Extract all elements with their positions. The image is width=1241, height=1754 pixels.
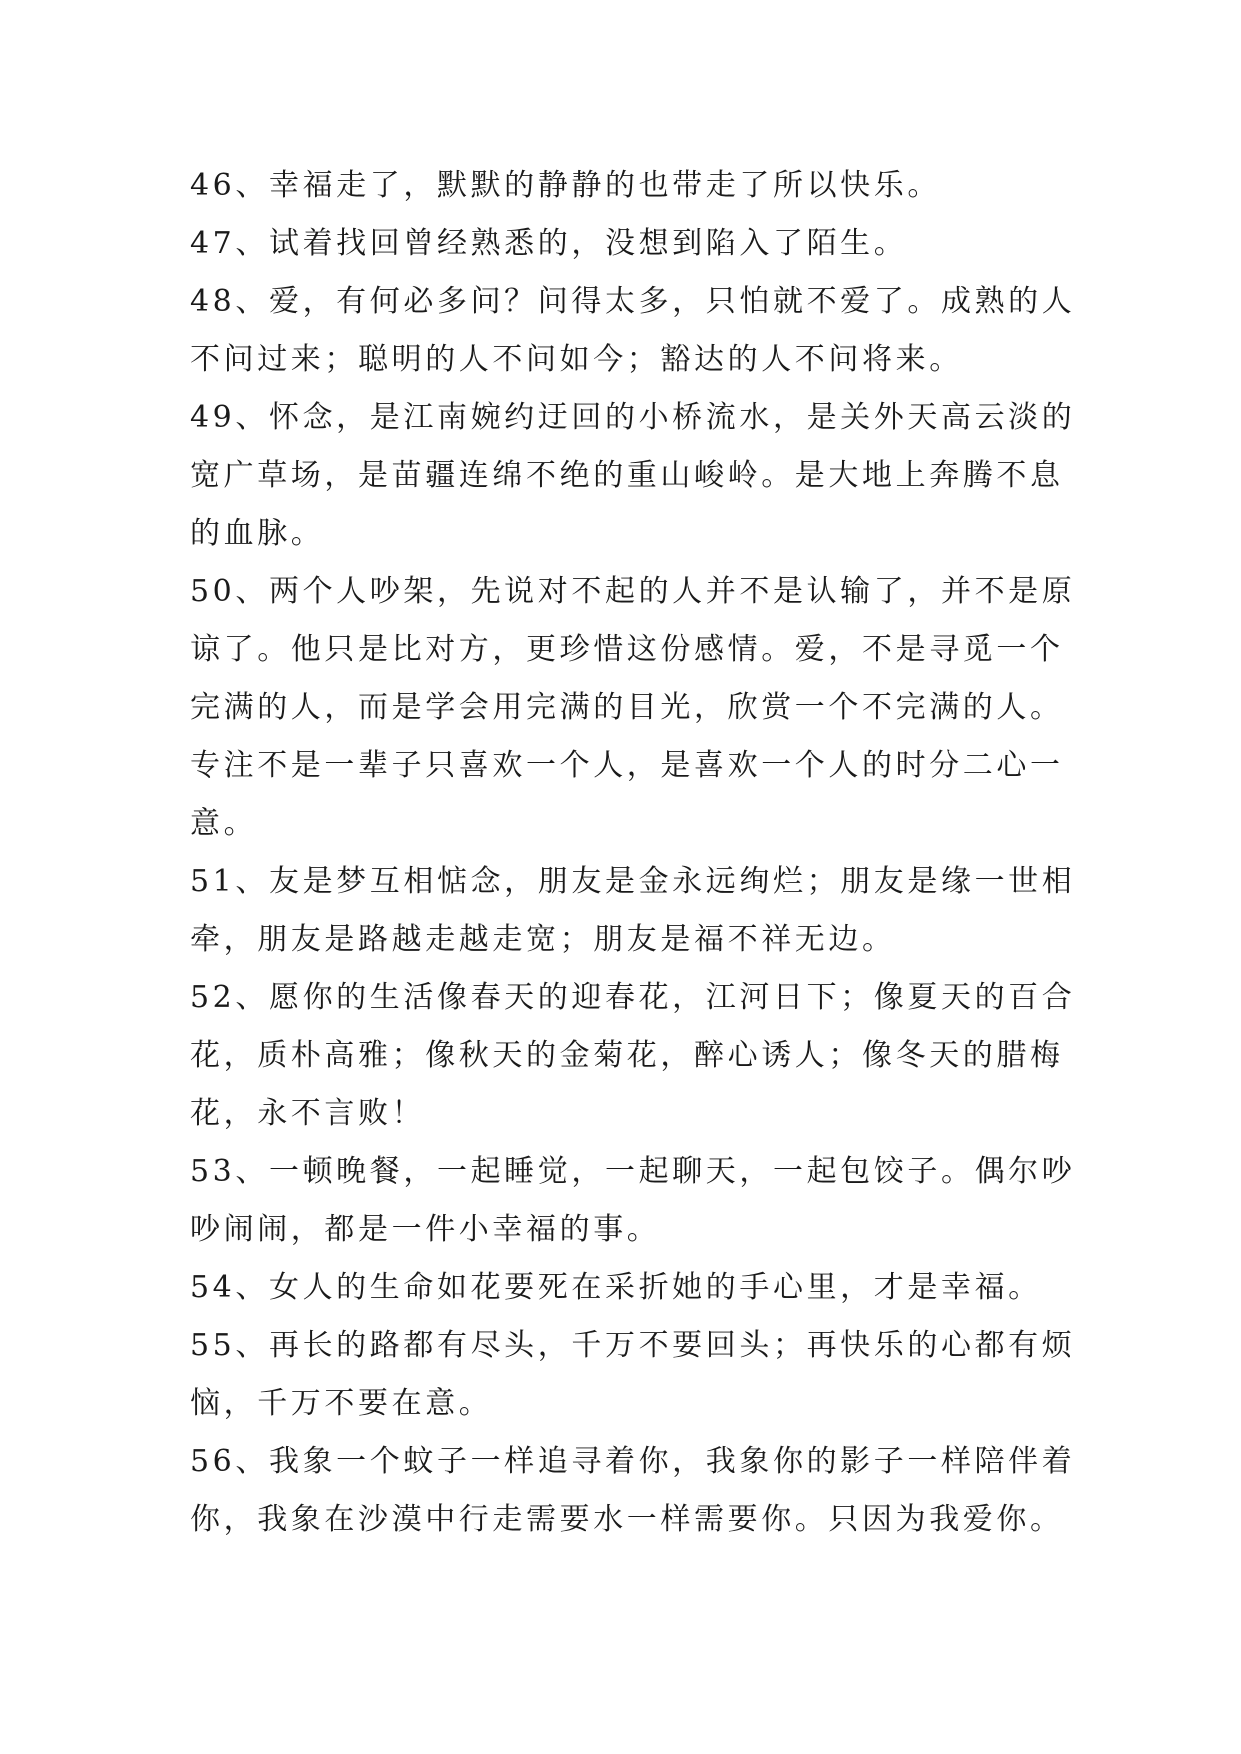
text-line: 宽广草场，是苗疆连绵不绝的重山峻岭。是大地上奔腾不息 (190, 458, 1064, 493)
text-line: 53、一顿晚餐，一起睡觉，一起聊天，一起包饺子。偶尔吵 (190, 1154, 1076, 1189)
text-body (190, 157, 1076, 1549)
text-line: 牵，朋友是路越走越走宽；朋友是福不祥无边。 (190, 922, 896, 957)
text-line: 恼，千万不要在意。 (190, 1386, 493, 1421)
text-line: 54、女人的生命如花要死在采折她的手心里，才是幸福。 (190, 1270, 1042, 1305)
text-line: 花，质朴高雅；像秋天的金菊花，醉心诱人；像冬天的腊梅 (190, 1038, 1064, 1073)
text-line: 56、我象一个蚊子一样追寻着你，我象你的影子一样陪伴着 (190, 1444, 1076, 1479)
text-line: 49、怀念，是江南婉约迂回的小桥流水，是关外天高云淡的 (190, 400, 1076, 435)
text-line: 47、试着找回曾经熟悉的，没想到陷入了陌生。 (190, 226, 908, 261)
text-line: 吵闹闹，都是一件小幸福的事。 (190, 1212, 661, 1247)
text-line: 50、两个人吵架，先说对不起的人并不是认输了，并不是原 (190, 574, 1076, 609)
text-line: 55、再长的路都有尽头，千万不要回头；再快乐的心都有烦 (190, 1328, 1076, 1363)
text-line: 完满的人，而是学会用完满的目光，欣赏一个不完满的人。 (190, 690, 1064, 725)
text-line: 花，永不言败！ (190, 1096, 426, 1131)
text-line: 的血脉。 (190, 516, 325, 551)
text-line: 你，我象在沙漠中行走需要水一样需要你。只因为我爱你。 (190, 1502, 1064, 1537)
text-line: 48、爱，有何必多问？问得太多，只怕就不爱了。成熟的人 (190, 284, 1076, 319)
text-line: 52、愿你的生活像春天的迎春花，江河日下；像夏天的百合 (190, 980, 1076, 1015)
text-line: 不问过来；聪明的人不问如今；豁达的人不问将来。 (190, 342, 963, 377)
text-line: 51、友是梦互相惦念，朋友是金永远绚烂；朋友是缘一世相 (190, 864, 1076, 899)
text-line: 意。 (190, 806, 258, 841)
text-line: 专注不是一辈子只喜欢一个人，是喜欢一个人的时分二心一 (190, 748, 1064, 783)
text-line: 谅了。他只是比对方，更珍惜这份感情。爱，不是寻觅一个 (190, 632, 1064, 667)
text-line: 46、幸福走了，默默的静静的也带走了所以快乐。 (190, 168, 941, 203)
